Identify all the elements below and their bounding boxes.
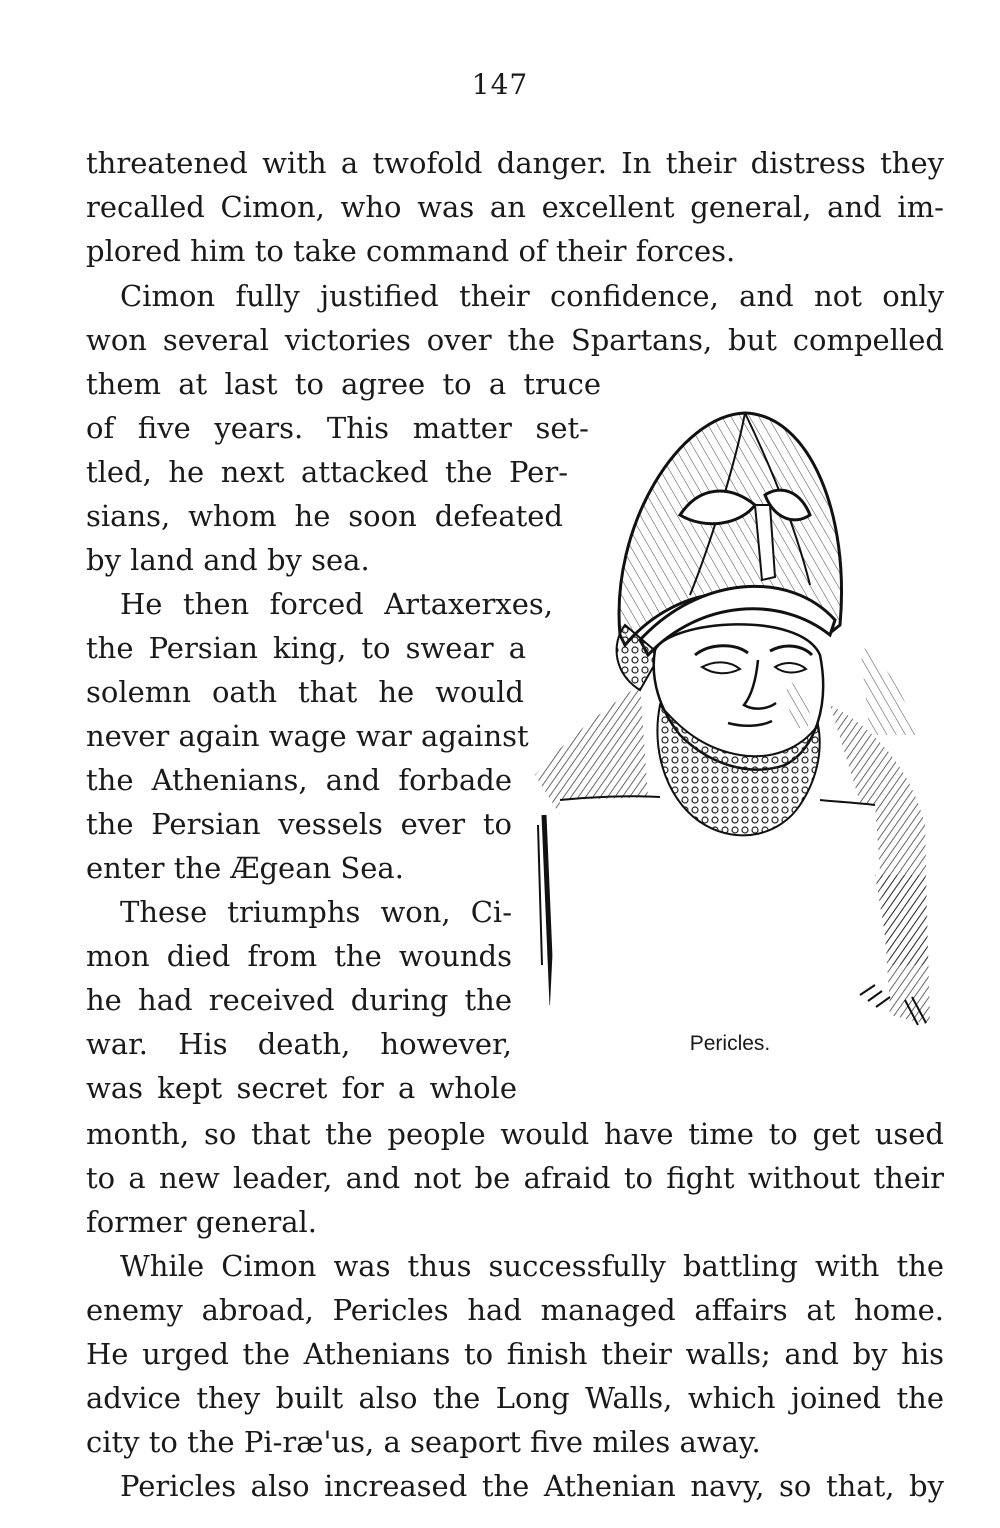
text-line: the Athenians, and forbade — [86, 763, 512, 797]
text-line: the Persian king, to swear a — [86, 631, 526, 665]
text-line: threatened with a twofold danger. In their distress they — [86, 146, 944, 180]
text-line: former general. — [86, 1205, 318, 1239]
text-line: He urged the Athenians to finish their walls; and by his — [86, 1337, 944, 1371]
text-line: recalled Cimon, who was an excellent general, and im- — [86, 190, 944, 224]
text-line: tled, he next attacked the Per- — [86, 455, 568, 489]
text-line: advice they built also the Long Walls, which joined the — [86, 1381, 944, 1415]
pericles-bust-icon — [530, 405, 950, 1030]
text-line: While Cimon was thus successfully battling with the — [120, 1249, 944, 1283]
text-line: to a new leader, and not be afraid to fight without their — [86, 1161, 944, 1195]
text-line: won several victories over the Spartans, but compelled — [86, 323, 944, 357]
text-line: Cimon fully justified their confidence, and not only — [120, 279, 944, 313]
text-line: He then forced Artaxerxes, — [120, 587, 553, 621]
text-line: solemn oath that he would — [86, 675, 524, 709]
text-line: Pericles also increased the Athenian navy, so that, by — [120, 1469, 944, 1503]
text-line: war. His death, however, — [86, 1027, 512, 1061]
text-line: he had received during the — [86, 983, 512, 1017]
text-line: of five years. This matter set- — [86, 411, 589, 445]
text-line: city to the Pi-ræ'us, a seaport five miles away. — [86, 1425, 761, 1459]
text-line: These triumphs won, Ci- — [120, 895, 512, 929]
text-line: by land and by sea. — [86, 543, 370, 577]
text-line: month, so that the people would have time to get used — [86, 1117, 944, 1151]
figure-caption: Pericles. — [689, 1032, 771, 1055]
text-line: plored him to take command of their forces. — [86, 234, 736, 268]
text-line: them at last to agree to a truce — [86, 367, 601, 401]
text-line: enemy abroad, Pericles had managed affairs at home. — [86, 1293, 944, 1327]
text-line: enter the Ægean Sea. — [86, 851, 404, 885]
pericles-bust-illustration — [530, 405, 950, 1030]
text-line: sians, whom he soon defeated — [86, 499, 563, 533]
text-line: never again wage war against — [86, 719, 529, 753]
text-line: was kept secret for a whole — [86, 1071, 517, 1105]
text-line: the Persian vessels ever to — [86, 807, 512, 841]
page-number: 147 — [471, 68, 529, 101]
text-line: mon died from the wounds — [86, 939, 512, 973]
